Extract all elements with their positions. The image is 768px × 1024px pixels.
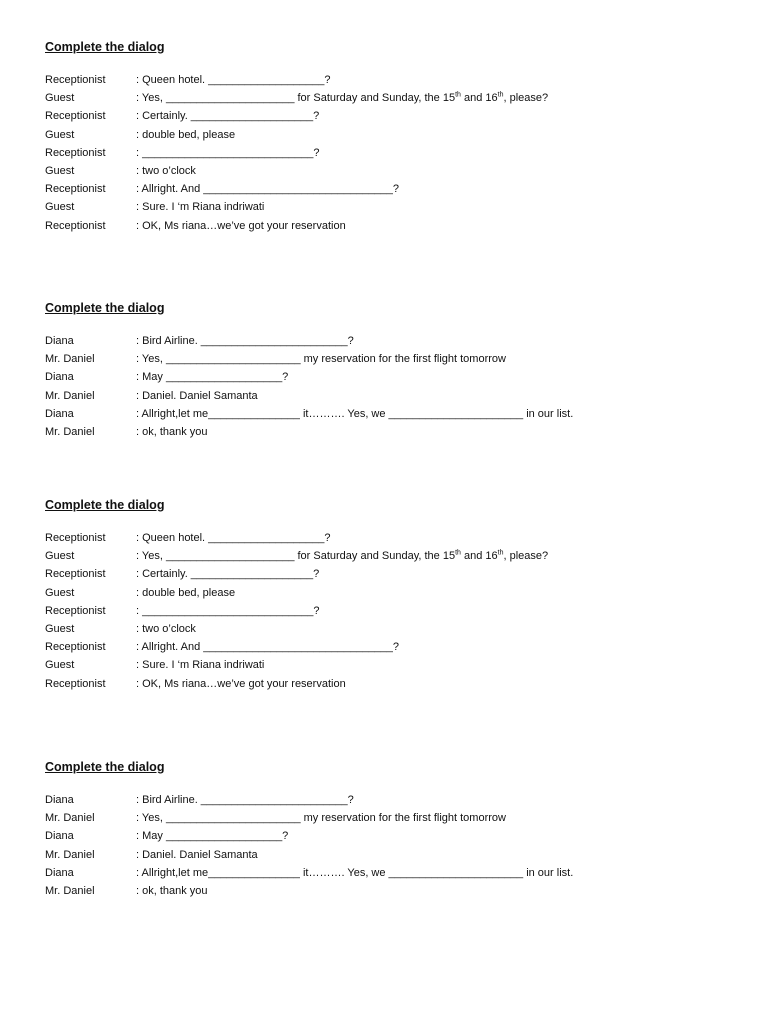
speaker-label: Mr. Daniel: [45, 353, 95, 366]
speaker-label: Guest: [45, 92, 75, 105]
speaker-label: Diana: [45, 371, 74, 384]
dialog-text: : OK, Ms riana…we’ve got your reservation: [136, 677, 346, 690]
dialog-line: [45, 180, 745, 198]
dialog-line: [45, 529, 745, 547]
dialog-line: [45, 547, 745, 565]
dialog-section-1: [45, 39, 745, 232]
dialog-line: [45, 217, 745, 235]
dialog-line: [45, 620, 745, 638]
dialog-line: [45, 656, 745, 674]
dialog-text: : Allright. And _______________________________?: [136, 183, 400, 196]
dialog-text: : OK, Ms riana…we’ve got your reservation: [136, 219, 346, 232]
speaker-label: Mr. Daniel: [45, 884, 95, 897]
dialog-text: : ok, thank you: [136, 425, 208, 438]
speaker-label: Diana: [45, 335, 74, 347]
speaker-label: Guest: [45, 586, 75, 599]
dialog-line: [45, 565, 745, 583]
dialog-line: [45, 71, 745, 89]
dialog-line: [45, 144, 745, 162]
speaker-label: Guest: [45, 659, 75, 672]
dialog-text: : Yes, _____________________ for Saturday and Sunday, the 15th and 16th, please?: [136, 549, 549, 563]
speaker-label: Receptionist: [45, 183, 106, 196]
dialog-line: [45, 882, 745, 900]
dialog-text: : Sure. I ‘m Riana indriwati: [136, 659, 265, 672]
dialog-text: : Certainly. ____________________?: [136, 110, 320, 123]
section-title: Complete the dialog: [45, 498, 165, 512]
dialog-line: [45, 827, 745, 845]
speaker-label: Receptionist: [45, 110, 106, 123]
dialog-line: [45, 864, 745, 882]
speaker-label: Diana: [45, 407, 74, 420]
dialog-text: : Daniel. Daniel Samanta: [136, 848, 258, 861]
dialog-line: [45, 126, 745, 144]
dialog-text: : Queen hotel. ___________________?: [136, 532, 331, 544]
dialog-text: : Yes, ______________________ my reservation for the first flight tomorrow: [136, 353, 506, 366]
dialog-text: : Allright. And _______________________________?: [136, 641, 400, 654]
speaker-label: Receptionist: [45, 604, 106, 617]
dialog-line: [45, 162, 745, 180]
dialog-line: [45, 332, 745, 350]
dialog-line: [45, 791, 745, 809]
speaker-label: Mr. Daniel: [45, 848, 95, 861]
dialog-section-3: [45, 497, 745, 690]
dialog-line: [45, 405, 745, 423]
section-title: Complete the dialog: [45, 301, 165, 315]
dialog-line: [45, 368, 745, 386]
speaker-label: Guest: [45, 164, 75, 177]
dialog-line: [45, 809, 745, 827]
speaker-label: Diana: [45, 866, 74, 879]
speaker-label: Receptionist: [45, 677, 106, 690]
dialog-text: : Queen hotel. ___________________?: [136, 74, 331, 86]
dialog-line: [45, 198, 745, 216]
speaker-label: Diana: [45, 830, 74, 843]
speaker-label: Guest: [45, 201, 75, 214]
dialog-text: : ____________________________?: [136, 146, 320, 159]
speaker-label: Diana: [45, 794, 74, 806]
dialog-text: : Certainly. ____________________?: [136, 568, 320, 581]
dialog-text: : ____________________________?: [136, 604, 320, 617]
dialog-section-4: [45, 759, 745, 897]
dialog-line: [45, 638, 745, 656]
speaker-label: Receptionist: [45, 568, 106, 581]
speaker-label: Receptionist: [45, 74, 106, 86]
dialog-text: : May ___________________?: [136, 830, 289, 843]
dialog-lines: [45, 332, 745, 441]
section-title: Complete the dialog: [45, 760, 165, 774]
dialog-line: [45, 846, 745, 864]
dialog-line: [45, 350, 745, 368]
dialog-text: : Allright,let me_______________ it………. Yes, we ______________________ in our list.: [136, 407, 574, 420]
dialog-text: : Yes, _____________________ for Saturday and Sunday, the 15th and 16th, please?: [136, 91, 549, 105]
speaker-label: Mr. Daniel: [45, 425, 95, 438]
speaker-label: Guest: [45, 622, 75, 635]
dialog-text: : Bird Airline. ________________________?: [136, 794, 354, 806]
dialog-text: : Sure. I ‘m Riana indriwati: [136, 201, 265, 214]
section-title: Complete the dialog: [45, 40, 165, 54]
dialog-text: : Allright,let me_______________ it………. Yes, we ______________________ in our list.: [136, 866, 574, 879]
dialog-text: : Daniel. Daniel Samanta: [136, 389, 258, 402]
dialog-lines: [45, 791, 745, 900]
dialog-text: : Yes, ______________________ my reservation for the first flight tomorrow: [136, 812, 506, 825]
speaker-label: Mr. Daniel: [45, 812, 95, 825]
dialog-text: : double bed, please: [136, 128, 236, 141]
dialog-line: [45, 107, 745, 125]
dialog-line: [45, 387, 745, 405]
dialog-text: : May ___________________?: [136, 371, 289, 384]
dialog-line: [45, 89, 745, 107]
dialog-line: [45, 602, 745, 620]
speaker-label: Guest: [45, 128, 75, 141]
dialog-lines: [45, 529, 745, 693]
dialog-text: : two o’clock: [136, 164, 196, 177]
dialog-line: [45, 584, 745, 602]
dialog-text: : double bed, please: [136, 586, 236, 599]
speaker-label: Receptionist: [45, 641, 106, 654]
speaker-label: Receptionist: [45, 219, 106, 232]
speaker-label: Mr. Daniel: [45, 389, 95, 402]
dialog-text: : ok, thank you: [136, 884, 208, 897]
speaker-label: Receptionist: [45, 146, 106, 159]
dialog-section-2: [45, 300, 745, 438]
speaker-label: Receptionist: [45, 532, 106, 544]
dialog-line: [45, 423, 745, 441]
speaker-label: Guest: [45, 550, 75, 563]
dialog-text: : Bird Airline. ________________________?: [136, 335, 354, 347]
dialog-line: [45, 675, 745, 693]
dialog-lines: [45, 71, 745, 235]
dialog-text: : two o’clock: [136, 622, 196, 635]
